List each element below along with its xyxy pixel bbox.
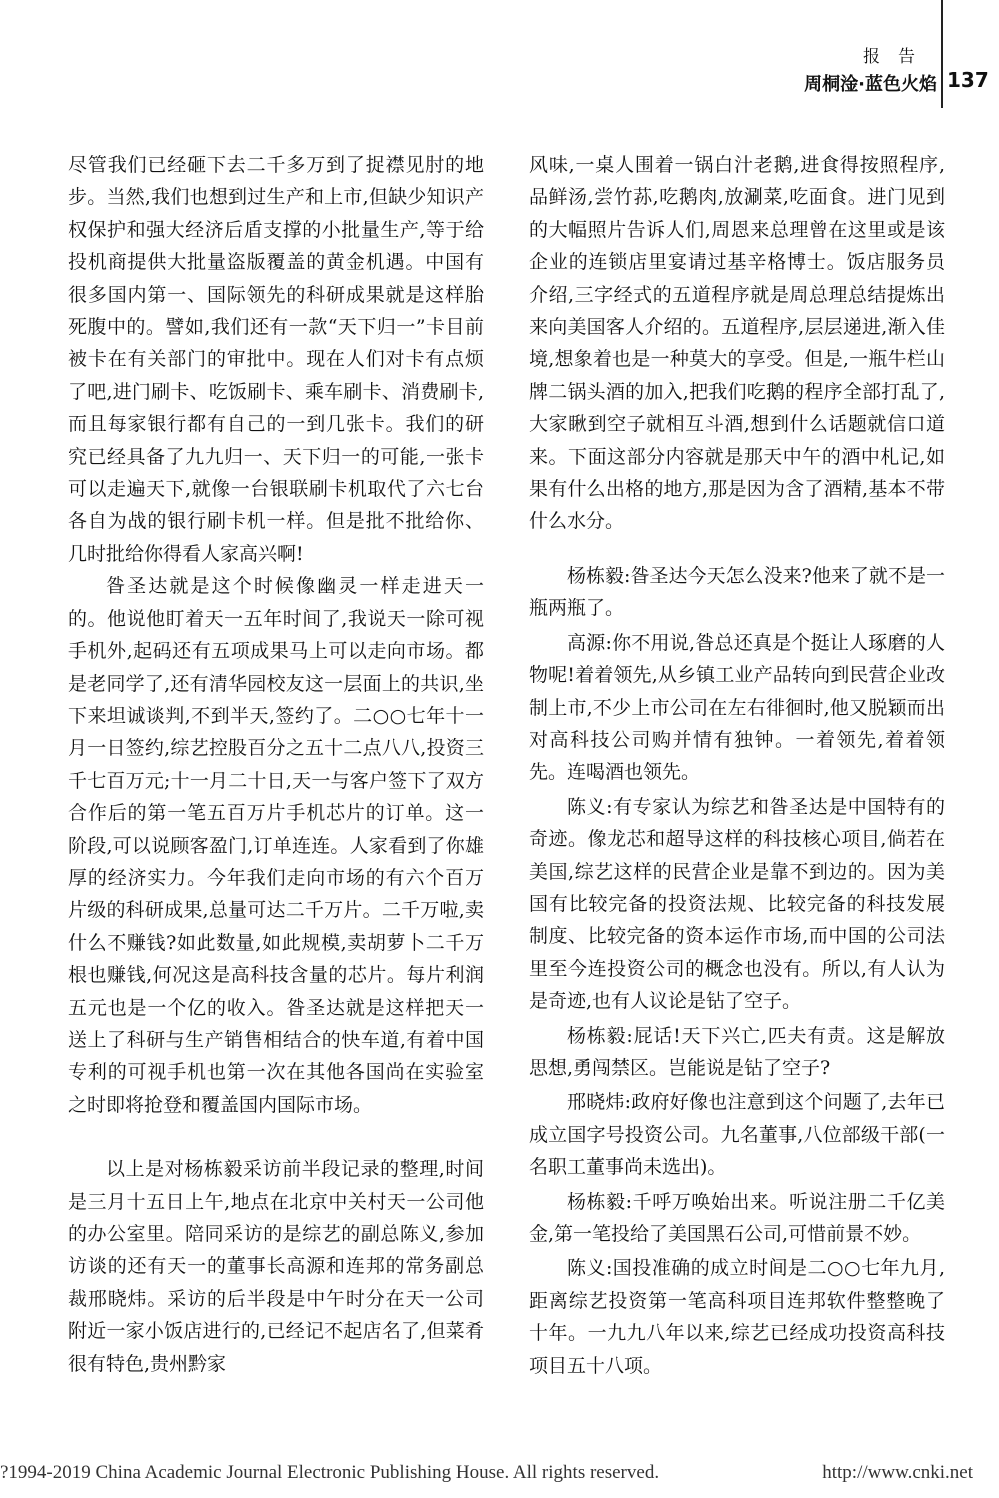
dialog-line: 杨栋毅:屁话!天下兴亡,匹夫有责。这是解放思想,勇闯禁区。岂能说是钻了空子? [529, 1024, 945, 1079]
page-number: 137 [947, 68, 989, 92]
left-column [68, 149, 484, 1380]
dialog-line: 杨栋毅:昝圣达今天怎么没来?他来了就不是一瓶两瓶了。 [529, 564, 945, 620]
dialog-line: 陈义:有专家认为综艺和昝圣达是中国特有的奇迹。像龙芯和超导这样的科技核心项目,倘若在美国,综艺这样的民营企业是靠不到边的。因为美国有比较完备的投资法规、比较完备的科技发展制度、比较完备的资本运作市场,而中国的公司法里至今连投资公司的概念也没有。所以,有人认为是奇迹,也有人议论是钻了空子。 [529, 795, 945, 1013]
paragraph: 尽管我们已经砸下去二千多万到了捉襟见肘的地步。当然,我们也想到过生产和上市,但缺少知识产权保护和强大经济后盾支撑的小批量生产,等于给投机商提供大批量盗版覆盖的黄金机遇。中国有很多国内第一、国际领先的科研成果就是这样胎死腹中的。譬如,我们还有一款“天下归一”卡目前被卡在有关部门的审批中。现在人们对卡有点烦了吧,进门刷卡、吃饭刷卡、乘车刷卡、消费刷卡,而且每家银行都有自己的一到几张卡。我们的研究已经具备了九九归一、天下归一的可能,一张卡可以走遍天下,就像一台银联刷卡机取代了六七台各自为战的银行刷卡机一样。但是批不批给你、几时批给你得看人家高兴啊! [68, 154, 484, 565]
section-label: 报告 [863, 47, 933, 67]
paragraph: 以上是对杨栋毅采访前半段记录的整理,时间是三月十五日上午,地点在北京中关村天一公司他的办公室里。陪同采访的是综艺的副总陈义,参加访谈的还有天一的董事长高源和连邦的常务副总裁邢晓炜。采访的后半段是中午时分在天一公司附近一家小饭店进行的,已经记不起店名了,但菜肴很有特色,贵州黔家 [68, 1158, 484, 1375]
header-rule [941, 0, 943, 108]
paragraph: 风味,一桌人围着一锅白汁老鹅,进食得按照程序,品鲜汤,尝竹荪,吃鹅肉,放涮菜,吃面食。进门见到的大幅照片告诉人们,周恩来总理曾在这里或是该企业的连锁店里宴请过基辛格博士。饭店服务员介绍,三字经式的五道程序就是周总理总结提炼出来向美国客人介绍的。五道程序,层层递进,渐入佳境,想象着也是一种莫大的享受。但是,一瓶牛栏山牌二锅头酒的加入,把我们吃鹅的程序全部打乱了,大家瞅到空子就相互斗酒,想到什么话题就信口道来。下面这部分内容就是那天中午的酒中札记,如果有什么出格的地方,那是因为含了酒精,基本不带什么水分。 [529, 154, 945, 533]
paragraph: 昝圣达就是这个时候像幽灵一样走进天一的。他说他盯着天一五年时间了,我说天一除可视手机外,起码还有五项成果马上可以走向市场。都是老同学了,还有清华园校友这一层面上的共识,坐下来坦诚谈判,不到半天,签约了。二○○七年十一月一日签约,综艺控股百分之五十二点八八,投资三千七百万元;十一月二十日,天一与客户签下了双方合作后的第一笔五百万片手机芯片的订单。这一阶段,可以说顾客盈门,订单连连。人家看到了你雄厚的经济实力。今年我们走向市场的有六个百万片级的科研成果,总量可达二千万片。二千万啦,卖什么不赚钱?如此数量,如此规模,卖胡萝卜二千万根也赚钱,何况这是高科技含量的芯片。每片利润五元也是一个亿的收入。昝圣达就是这样把天一送上了科研与生产销售相结合的快车道,有着中国专利的可视手机也第一次在其他各国尚在实验室之时即将抢登和覆盖国内国际市场。 [68, 575, 484, 1116]
dialog-line: 陈义:国投准确的成立时间是二○○七年九月,距离综艺投资第一笔高科项目连邦软件整整晚了十年。一九九八年以来,综艺已经成功投资高科技项目五十八项。 [529, 1257, 945, 1377]
dialog-line: 杨栋毅:千呼万唤始出来。听说注册二千亿美金,第一笔投给了美国黑石公司,可惜前景不妙。 [529, 1190, 945, 1245]
footer-url: http://www.cnki.net [822, 1462, 973, 1483]
dialog-line: 邢晓炜:政府好像也注意到这个问题了,去年已成立国字号投资公司。九名董事,八位部级干部(一名职工董事尚未选出)。 [529, 1091, 945, 1179]
copyright-text: ?1994-2019 China Academic Journal Electronic Publishing House. All rights reserved. [0, 1462, 660, 1483]
right-column [529, 149, 945, 1384]
dialog-section [529, 560, 945, 1382]
dialog-line: 高源:你不用说,昝总还真是个挺让人琢磨的人物呢!着着领先,从乡镇工业产品转向到民营企业改制上市,不少上市公司在左右徘徊时,他又脱颖而出对高科技公司购并情有独钟。一着领先,着着领先。连喝酒也领先。 [529, 631, 945, 784]
article-title: 周桐淦·蓝色火焰 [804, 74, 937, 95]
